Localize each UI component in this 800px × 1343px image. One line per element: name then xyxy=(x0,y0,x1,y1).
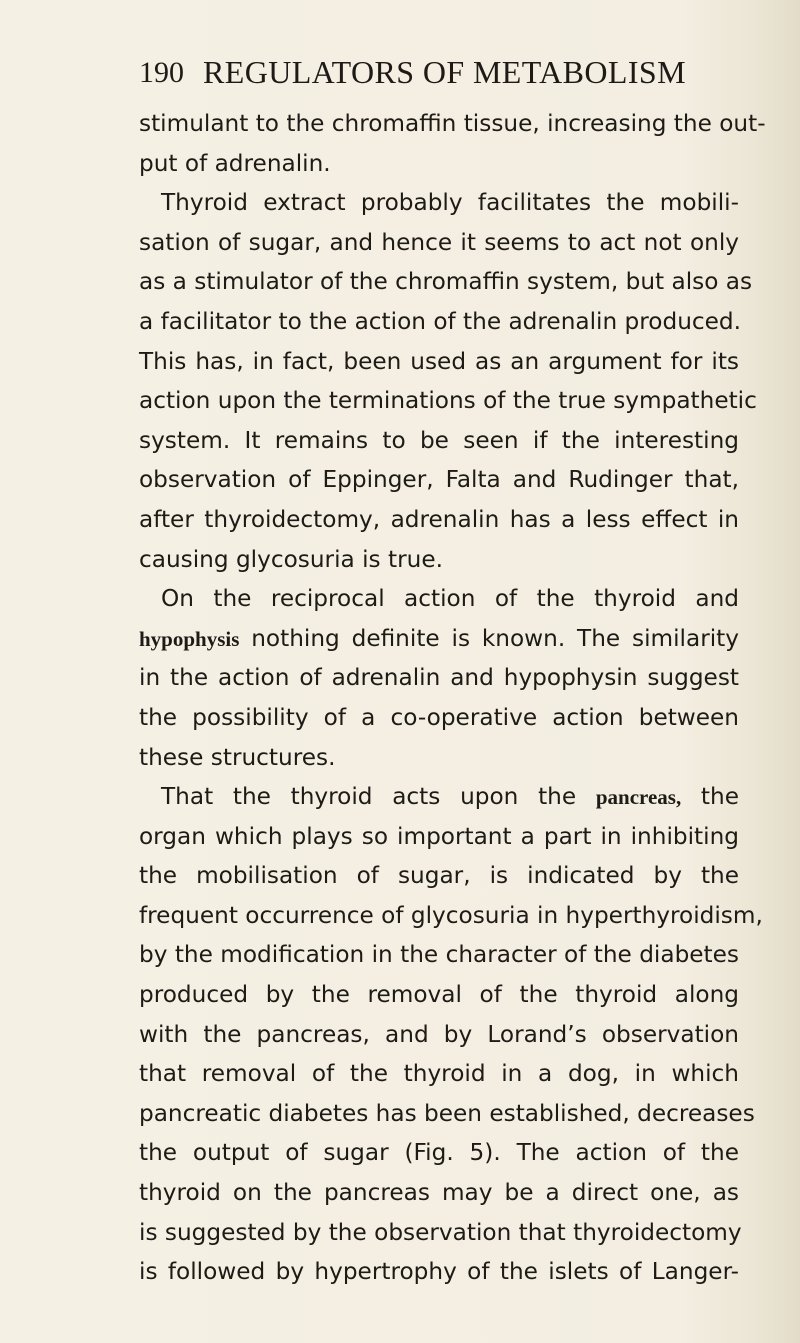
body-text xyxy=(139,104,766,1292)
text-line: the output of sugar (Fig. 5). The action of the xyxy=(139,1139,739,1167)
text-line: hypophysis nothing definite is known. The similarity xyxy=(139,624,739,652)
text-line: stimulant to the chromaffin tissue, increasing the out- xyxy=(139,110,766,137)
text-line: is followed by hypertrophy of the islets of Langer- xyxy=(139,1258,739,1286)
bold-term: hypophysis xyxy=(139,626,240,651)
text-line: in the action of adrenalin and hypophysin suggest xyxy=(139,664,739,692)
text-line: that removal of the thyroid in a dog, in which xyxy=(139,1060,739,1088)
text-line: pancreatic diabetes has been established, decreases xyxy=(139,1099,755,1127)
text-line: system. It remains to be seen if the interesting xyxy=(139,426,739,454)
text-line: with the pancreas, and by Lorand’s observation xyxy=(139,1020,739,1048)
text-line: put of adrenalin. xyxy=(139,149,331,177)
text-line: after thyroidectomy, adrenalin has a less effect in xyxy=(139,505,739,533)
text-line: On the reciprocal action of the thyroid and xyxy=(161,585,739,613)
page-header xyxy=(139,52,739,98)
text-line: That the thyroid acts upon the pancreas, the xyxy=(161,783,739,811)
text-line: these structures. xyxy=(139,743,336,771)
text-line: Thyroid extract probably facilitates the mobili- xyxy=(161,189,739,217)
text-line: the mobilisation of sugar, is indicated by the xyxy=(139,862,739,890)
page-number: 190 xyxy=(139,56,184,89)
text-line: frequent occurrence of glycosuria in hyperthyroidism, xyxy=(139,901,763,929)
text-line: observation of Eppinger, Falta and Rudinger that, xyxy=(139,466,739,494)
text-line: the possibility of a co-operative action between xyxy=(139,703,739,731)
text-line: produced by the removal of the thyroid along xyxy=(139,981,739,1009)
text-line: This has, in fact, been used as an argument for its xyxy=(139,347,739,375)
text-line: by the modification in the character of the diabetes xyxy=(139,941,739,969)
text-line: as a stimulator of the chromaffin system, but also as xyxy=(139,268,753,296)
bold-term: pancreas, xyxy=(595,785,682,810)
running-head: REGULATORS OF METABOLISM xyxy=(203,54,686,90)
text-line: sation of sugar, and hence it seems to act not only xyxy=(139,228,739,256)
text-line: action upon the terminations of the true sympathetic xyxy=(139,387,757,415)
text-line: thyroid on the pancreas may be a direct one, as xyxy=(139,1179,739,1207)
text-line: organ which plays so important a part in inhibiting xyxy=(139,822,739,850)
text-line: a facilitator to the action of the adrenalin produced. xyxy=(139,307,741,335)
text-line: causing glycosuria is true. xyxy=(139,545,443,573)
text-line: is suggested by the observation that thyroidectomy xyxy=(139,1218,742,1246)
